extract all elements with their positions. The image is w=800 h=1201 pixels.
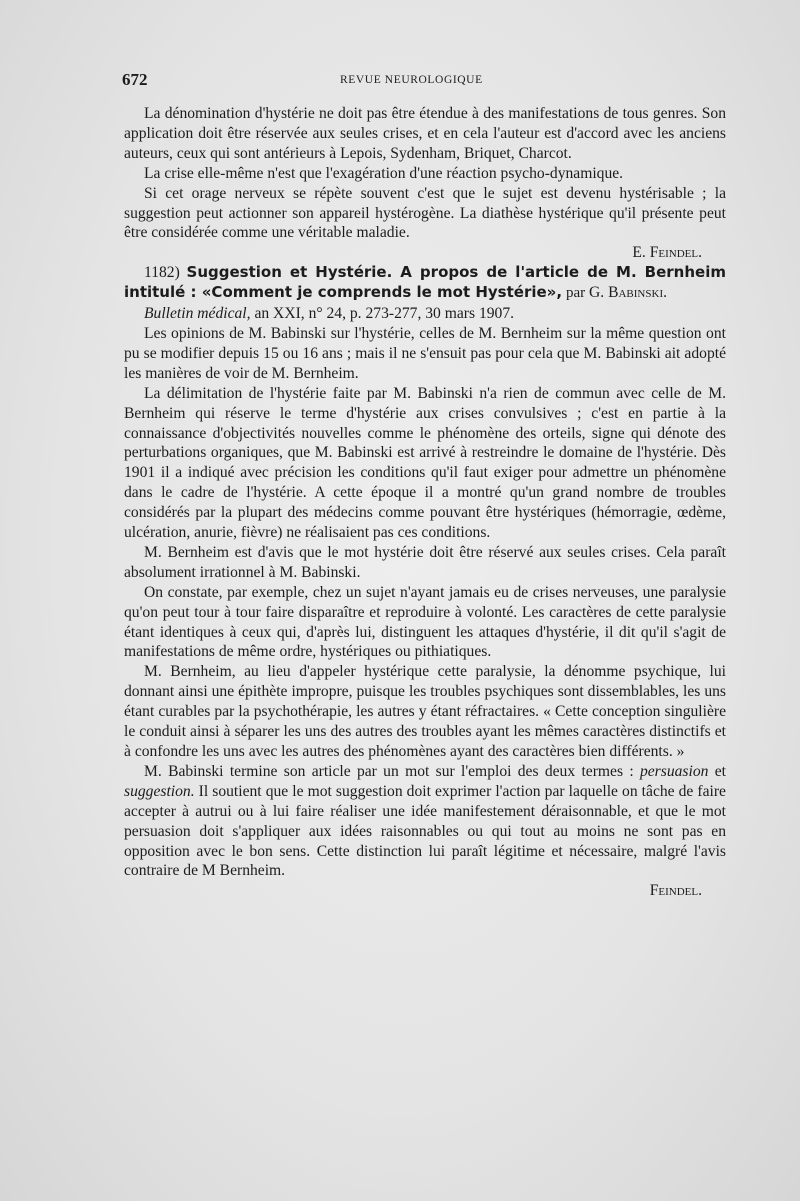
paragraph: M. Bernheim est d'avis que le mot hystérie doit être réservé aux seules crises. Cela paraît absolument irrationnel à M. Babinski. [124,543,726,581]
paragraph: La délimitation de l'hystérie faite par M. Babinski n'a rien de commun avec celle de M. Bernheim qui réserve le terme d'hystérie aux crises convulsives ; c'est en partie à la connaissance d'objectivités nouvelles comme le phénomène des orteils, signe qui dénote des perturbations organiques, que M. Babinski est arrivé à restreindre le domaine de l'hystérie. Dès 1901 il a indiqué avec précision les conditions qu'il faut exiger pour admettre un phénomène dans le cadre de l'hystérie. A cette époque il a montré qu'un grand nombre de troubles considérés par la plupart des médecins comme pouvant être hystériques (hémorragie, œdème, ulcération, anurie, fièvre) ne réalisaient pas ces conditions. [124,384,726,542]
paragraph-final [124,762,726,881]
signature: Feindel. [649,882,702,900]
previous-article-tail [124,104,726,263]
term-persuasion: persuasion [639,762,709,780]
article-1182 [124,263,726,901]
article-heading [124,263,726,304]
page-number: 672 [122,70,148,89]
article-number: 1182) [144,264,180,282]
article-title: Suggestion et Hystérie. A propos de l'article de M. Bernheim intitulé : «Comment je comprends le mot Hystérie», [124,263,726,302]
paragraph: M. Bernheim, au lieu d'appeler hystérique cette paralysie, la dénomme psychique, lui donnant ainsi une épithète impropre, puisque les troubles psychiques sont dissemblables, les uns étant curables par la psychothérapie, les autres y étant réfractaires. « Cette conception singulière le conduit ainsi à séparer les uns des autres des troubles ayant les mêmes caractères distinctifs et à confondre les uns avec les autres des phénomènes ayant des caractères bien différents. » [124,663,726,760]
page-header [122,70,722,92]
page-content [124,104,726,901]
par-word: par [565,285,586,302]
paragraph: Si cet orage nerveux se répète souvent c'est que le sujet est devenu hystérisable ; la suggestion peut actionner son appareil hystérogène. La diathèse hystérique qu'il présente peut être considérée comme une véritable maladie. [124,184,726,242]
journal-name: Bulletin médical, [144,305,251,323]
text-run: M. Babinski termine son article par un mot sur l'emploi des deux termes : [144,762,634,780]
paragraph: Les opinions de M. Babinski sur l'hystérie, celles de M. Bernheim sur la même question ont pu se modifier depuis 15 ou 16 ans ; mais il ne s'ensuit pas pour cela que M. Babinski ait adopté les manières de voir de M. Bernheim. [124,324,726,382]
paragraph: La crise elle-même n'est que l'exagération d'une réaction psycho-dynamique. [144,164,624,182]
text-run: Il soutient que le mot suggestion doit exprimer l'action par laquelle on tâche de faire accepter à autrui ou à lui faire réaliser une idée manifestement déraisonnable, et que le mot persuasion doit s'appliquer aux idées raisonnables ou qui tout au moins ne sont pas en opposition avec le bon sens. Cette distinction lui paraît légitime et nécessaire, malgré l'avis contraire de M Bernheim. [124,782,726,880]
article-citation [124,304,726,324]
paragraph: La dénomination d'hystérie ne doit pas être étendue à des manifestations de tous genres. Son application doit être réservée aux seules crises, et en cela l'auteur est d'accord avec les anciens auteurs, ceux qui sont antérieurs à Lepois, Sydenham, Briquet, Charcot. [124,105,726,162]
signature: E. Feindel. [632,244,702,262]
citation-details: an XXI, n° 24, p. 273-277, 30 mars 1907. [254,305,515,323]
text-run: et [714,762,726,780]
article-author: G. Babinski. [589,284,668,302]
paragraph: On constate, par exemple, chez un sujet n'ayant jamais eu de crises nerveuses, une paralysie qu'on peut tour à tour faire disparaître et reproduire à volonté. Les caractères de cette paralysie étant identiques à ceux qui, d'après lui, distinguent les attaques d'hystérie, il dit qu'il s'agit de manifestations de même ordre, hystériques ou pithiatiques. [124,583,726,661]
running-title: REVUE NEUROLOGIQUE [340,74,483,86]
term-suggestion: suggestion. [124,782,195,800]
